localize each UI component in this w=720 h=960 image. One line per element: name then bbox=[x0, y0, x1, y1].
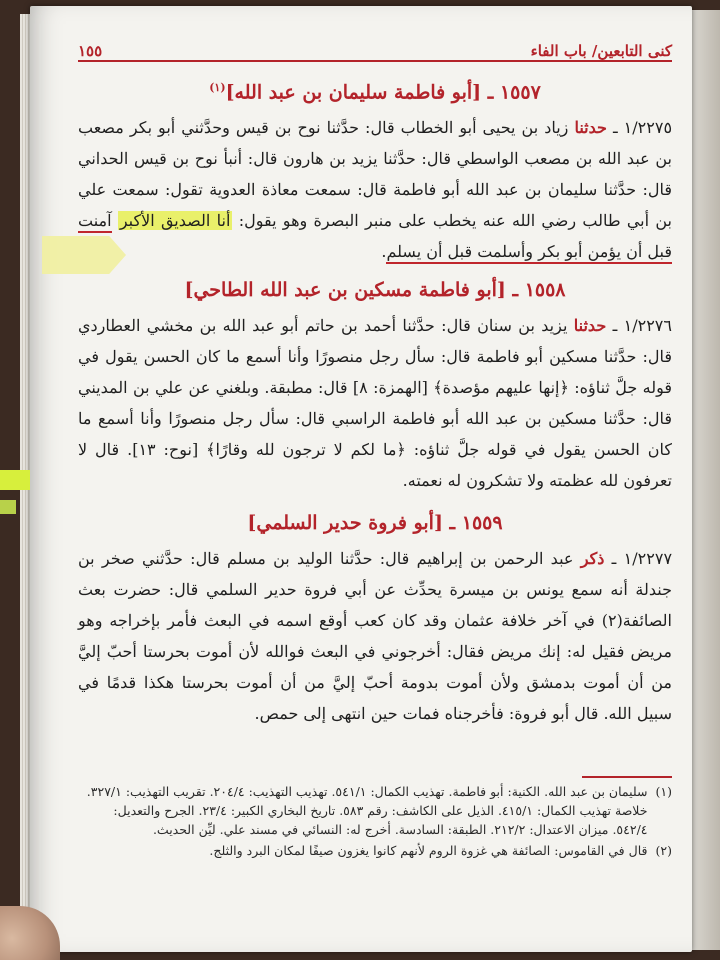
narration-text: زياد بن يحيى أبو الخطاب قال: حدَّثنا نوح بن قيس وحدَّثني أبو بكر مصعب بن عبد الله بن مصعب الواسطي قال: حدَّثنا يزيد بن هارون قال: أنبأ نوح بن قيس الحداني قال: حدَّثنا سليمان بن عبد الله أبو فاطمة قال: سمعت معاذة العدوية تقول: سمعت علي بن أبي طالب رضي الله عنه يخطب على منبر البصرة وهو يقول: bbox=[78, 118, 672, 231]
footnote-text: قال في القاموس: الصائفة هي غزوة الروم لأنهم كانوا يغزون صيفًا لمكان البرد والثلج. bbox=[209, 843, 648, 858]
footnote bbox=[78, 841, 672, 860]
footnotes bbox=[78, 782, 672, 862]
narration-keyword: ذكر bbox=[580, 549, 605, 569]
sticky-note-flag bbox=[42, 236, 126, 274]
narration-number: ١/٢٢٧٦ ـ bbox=[612, 316, 672, 336]
page-marker-tab bbox=[0, 470, 30, 490]
facing-page-edge bbox=[692, 10, 720, 950]
narration-text: يزيد بن سنان قال: حدَّثنا أحمد بن حاتم أبو عبد الله بن مخشي العطاردي قال: حدَّثنا مسكين أبو فاطمة قال: سأل رجل منصورًا وأنا أسمع ما كان الحسن يقول في قوله جلَّ ثناؤه: ﴿إنها عليهم مؤصدة﴾ [الهمزة: ٨] قال: مطبقة. وبلغني عن علي بن المديني قال: حدَّثنا مسكين بن عبد الله أبو فاطمة الراسبي قال: سأل رجل منصورًا وأنا أسمع ما كان الحسن يقول في قوله جلَّ ثناؤه: ﴿ما لكم لا ترجون لله وقارًا﴾ [نوح: ١٣]. قال لا تعرفون لله عظمته ولا تشكرون له نعمته. bbox=[78, 316, 672, 491]
footnote bbox=[78, 782, 672, 839]
highlighted-phrase: أنا الصديق الأكبر bbox=[119, 211, 231, 231]
footnote-ref: (١) bbox=[209, 81, 226, 94]
narration-text: عبد الرحمن بن إبراهيم قال: حدَّثنا الوليد بن مسلم قال: حدَّثني صخر بن جندلة أنه سمع يونس بن ميسرة يحدِّث عن أبي فروة حدير السلمي قال: حضرت بعث الصائفة(٢) في آخر خلافة عثمان وقد كان كعب أوقع اسمه في البعث فأمر بإخراجه وهو مريض فقيل له: إنك مريض فقال: أخرجوني في البعث فوالله لأن أموت بحرستا أحبّ إليَّ من أن أموت بدمشق ولأن أموت بدومة أحبّ إليَّ من أن أموت بحرستا هكذا قدمًا في سبيل الله. قال أبو فروة: فأخرجناه فمات حين انتهى إلى حمص. bbox=[78, 549, 673, 724]
page-marker-tab bbox=[0, 500, 16, 514]
narration-keyword: حدثنا bbox=[574, 118, 607, 138]
header-rule bbox=[78, 60, 672, 62]
footnote-rule bbox=[582, 776, 672, 778]
narration bbox=[78, 543, 672, 729]
footnote-number: (١) bbox=[655, 784, 672, 799]
running-title: كنى التابعين/ باب الفاء bbox=[530, 42, 672, 60]
narration bbox=[78, 310, 672, 496]
entry-title: ١٥٥٩ ـ [أبو فروة حدير السلمي] bbox=[247, 512, 503, 535]
page-body bbox=[78, 66, 672, 729]
narration-number: ١/٢٢٧٧ ـ bbox=[611, 549, 673, 569]
narration-number: ١/٢٢٧٥ ـ bbox=[612, 118, 673, 138]
page-number: ١٥٥ bbox=[78, 42, 103, 60]
entry-title: ١٥٥٧ ـ [أبو فاطمة سليمان بن عبد الله]$^{(١)}$ bbox=[209, 81, 541, 104]
narration: ١/٢٢٧٥ ـ حدثنا زياد بن يحيى أبو الخطاب قال: حدَّثنا نوح بن قيس وحدَّثني أبو بكر مصعب بن عبد الله بن مصعب الواسطي قال: حدَّثنا يزيد بن هارون قال: أنبأ نوح بن قيس الحداني قال: حدَّثنا سليمان بن عبد الله أبو فاطمة قال: سمعت معاذة العدوية تقول: سمعت علي بن أبي طالب رضي الله عنه يخطب على منبر البصرة وهو يقول: أنا الصديق الأكبر آمنت قبل أن يؤمن أبو بكر وأسلمت قبل أن يسلم. bbox=[78, 112, 672, 267]
narration-keyword: حدثنا bbox=[573, 316, 607, 336]
underlined-phrase: آمنت قبل أن يؤمن أبو بكر وأسلمت قبل أن يسلم bbox=[78, 211, 672, 264]
entry-title: ١٥٥٨ ـ [أبو فاطمة مسكين بن عبد الله الطاحي] bbox=[184, 279, 566, 302]
footnote-number: (٢) bbox=[655, 843, 672, 858]
footnote-text: سليمان بن عبد الله. الكنية: أبو فاطمة. تهذيب الكمال: ٥٤١/١. تهذيب التهذيب: ٢٠٤/٤. تقريب التهذيب: ٣٢٧/١. خلاصة تهذيب الكمال: ٤١٥/١. الذيل على الكاشف: رقم ٥٨٣. تاريخ البخاري الكبير: ٢٣/٤. الجرح والتعديل: ٥٤٢/٤. ميزان الاعتدال: ٢١٢/٢. الطبقة: السادسة. أخرج له: النسائي في مسند علي. ليِّن الحديث. bbox=[86, 784, 648, 837]
page-header bbox=[78, 38, 672, 60]
